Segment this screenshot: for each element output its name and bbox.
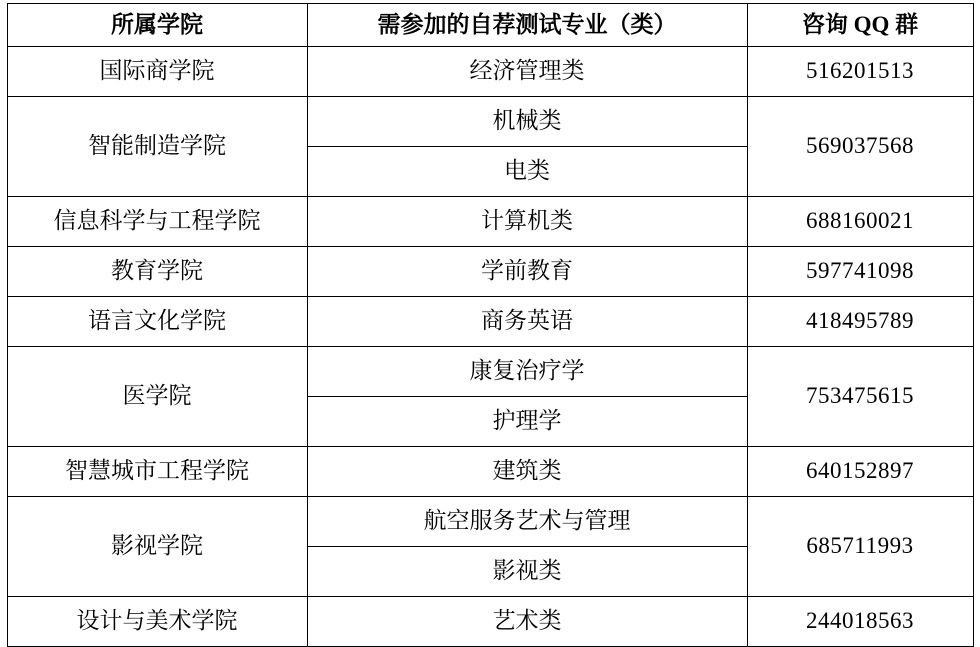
column-header-qq: 咨询 QQ 群 (747, 4, 973, 47)
cell-qq-group: 418495789 (747, 297, 973, 347)
cell-qq-group: 597741098 (747, 247, 973, 297)
cell-qq-group: 244018563 (747, 597, 973, 647)
cell-college: 智能制造学院 (7, 97, 307, 197)
cell-college: 医学院 (7, 347, 307, 447)
cell-major: 经济管理类 (307, 47, 747, 97)
cell-major: 建筑类 (307, 447, 747, 497)
cell-college: 教育学院 (7, 247, 307, 297)
cell-college: 信息科学与工程学院 (7, 197, 307, 247)
cell-qq-group: 516201513 (747, 47, 973, 97)
table-header-row (7, 4, 973, 47)
cell-college: 国际商学院 (7, 47, 307, 97)
cell-major: 艺术类 (307, 597, 747, 647)
table-row (7, 197, 973, 247)
cell-major: 计算机类 (307, 197, 747, 247)
cell-college: 智慧城市工程学院 (7, 447, 307, 497)
table-row (7, 447, 973, 497)
table-row (7, 347, 973, 397)
cell-qq-group: 640152897 (747, 447, 973, 497)
cell-major: 康复治疗学 (307, 347, 747, 397)
table-body (7, 47, 973, 647)
cell-qq-group: 688160021 (747, 197, 973, 247)
cell-college: 设计与美术学院 (7, 597, 307, 647)
cell-college: 影视学院 (7, 497, 307, 597)
cell-major: 航空服务艺术与管理 (307, 497, 747, 547)
table-row (7, 97, 973, 147)
cell-qq-group: 685711993 (747, 497, 973, 597)
column-header-major: 需参加的自荐测试专业（类） (307, 4, 747, 47)
cell-major: 机械类 (307, 97, 747, 147)
table-header (7, 4, 973, 47)
column-header-college: 所属学院 (7, 4, 307, 47)
self-recommendation-table (7, 3, 974, 647)
cell-qq-group: 569037568 (747, 97, 973, 197)
cell-major: 护理学 (307, 397, 747, 447)
cell-major: 学前教育 (307, 247, 747, 297)
cell-major: 影视类 (307, 547, 747, 597)
cell-major: 电类 (307, 147, 747, 197)
table-row (7, 247, 973, 297)
cell-college: 语言文化学院 (7, 297, 307, 347)
cell-qq-group: 753475615 (747, 347, 973, 447)
table-row (7, 297, 973, 347)
cell-major: 商务英语 (307, 297, 747, 347)
table-row (7, 497, 973, 547)
table-row (7, 597, 973, 647)
table-row (7, 47, 973, 97)
